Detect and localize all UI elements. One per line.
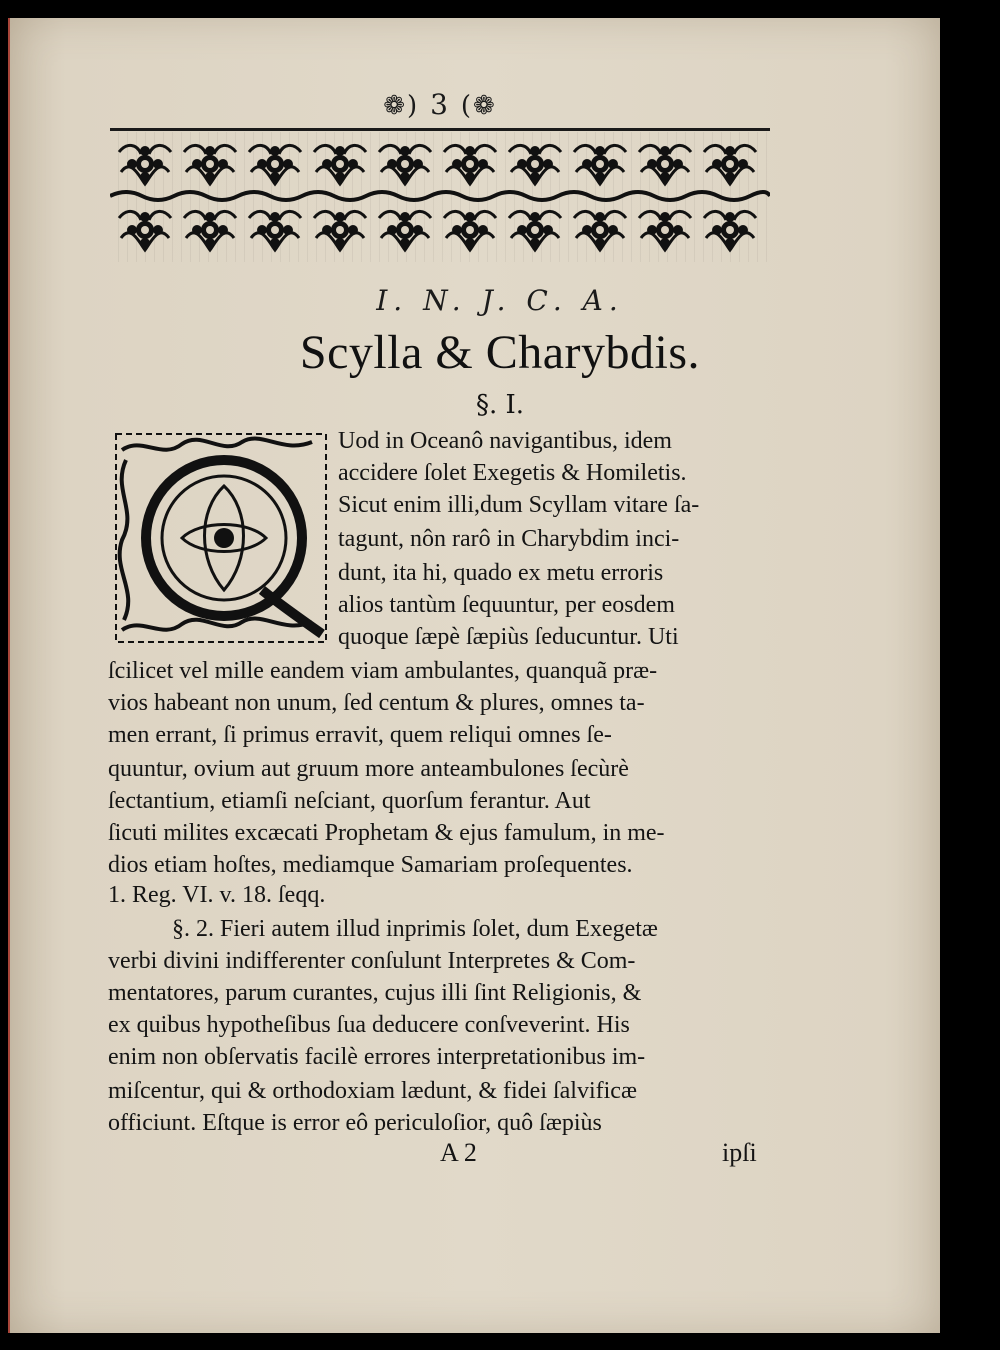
catchword: ipſi <box>722 1138 757 1167</box>
body-line: 1. Reg. VI. v. 18. ſeqq. <box>108 882 326 908</box>
running-head <box>110 84 770 124</box>
body-line: mentatores, parum curantes, cujus illi ſint Religionis, & <box>108 980 642 1006</box>
invocation-line: I. N. J. C. A. <box>376 284 624 317</box>
floral-border-icon <box>110 132 770 262</box>
body-line: verbi divini indifferenter conſulunt Interpretes & Com- <box>108 948 636 974</box>
body-line: quuntur, ovium aut gruum more anteambulones ſecùrè <box>108 756 629 782</box>
body-line: alios tantùm ſequuntur, per eosdem <box>338 592 675 618</box>
page-title: Scylla & Charybdis. <box>299 326 701 379</box>
page-number-ornament <box>370 88 510 121</box>
body-line: men errant, ſi primus erravit, quem reliqui omnes ſe- <box>108 722 612 748</box>
body-line: miſcentur, qui & orthodoxiam lædunt, & fidei ſalvificæ <box>108 1078 637 1104</box>
body-line: tagunt, nôn rarô in Charybdim inci- <box>338 526 680 552</box>
body-line: §. 2. Fieri autem illud inprimis ſolet, dum Exegetæ <box>172 916 658 942</box>
body-line: officiunt. Eſtque is error eô periculoſior, quô ſæpiùs <box>108 1110 602 1136</box>
body-line: vios habeant non unum, ſed centum & plures, omnes ta- <box>108 690 645 716</box>
body-line: ſectantium, etiamſi neſciant, quorſum ferantur. Aut <box>108 788 591 814</box>
body-line: dios etiam hoſtes, mediamque Samariam proſequentes. <box>108 852 633 878</box>
signature-mark: A 2 <box>440 1138 477 1167</box>
ornamental-initial-q-icon <box>112 430 330 646</box>
decorated-initial <box>112 430 330 646</box>
body-line: Uod in Oceanô navigantibus, idem <box>338 428 672 454</box>
body-line: enim non obſervatis facilè errores interpretationibus im- <box>108 1044 646 1070</box>
section-heading: §. I. <box>475 390 525 420</box>
body-line: Sicut enim illi,dum Scyllam vitare ſa- <box>338 492 700 518</box>
body-line: ſicuti milites excæcati Prophetam & ejus famulum, in me- <box>108 820 665 846</box>
body-line: ſcilicet vel mille eandem viam ambulantes, quanquã præ- <box>108 658 658 684</box>
right-ornament-icon: (❁ <box>460 91 497 121</box>
head-rule <box>110 128 770 131</box>
body-line: quoque ſæpè ſæpiùs ſeducuntur. Uti <box>338 624 679 650</box>
body-line: dunt, ita hi, quado ex metu erroris <box>338 560 664 586</box>
page-number: 3 <box>430 88 450 121</box>
ornamental-headpiece <box>110 132 770 262</box>
body-line: ex quibus hypotheſibus ſua deducere conſveverint. His <box>108 1012 630 1038</box>
left-ornament-icon: ❁) <box>383 91 420 121</box>
body-line: accidere ſolet Exegetis & Homiletis. <box>338 460 687 486</box>
